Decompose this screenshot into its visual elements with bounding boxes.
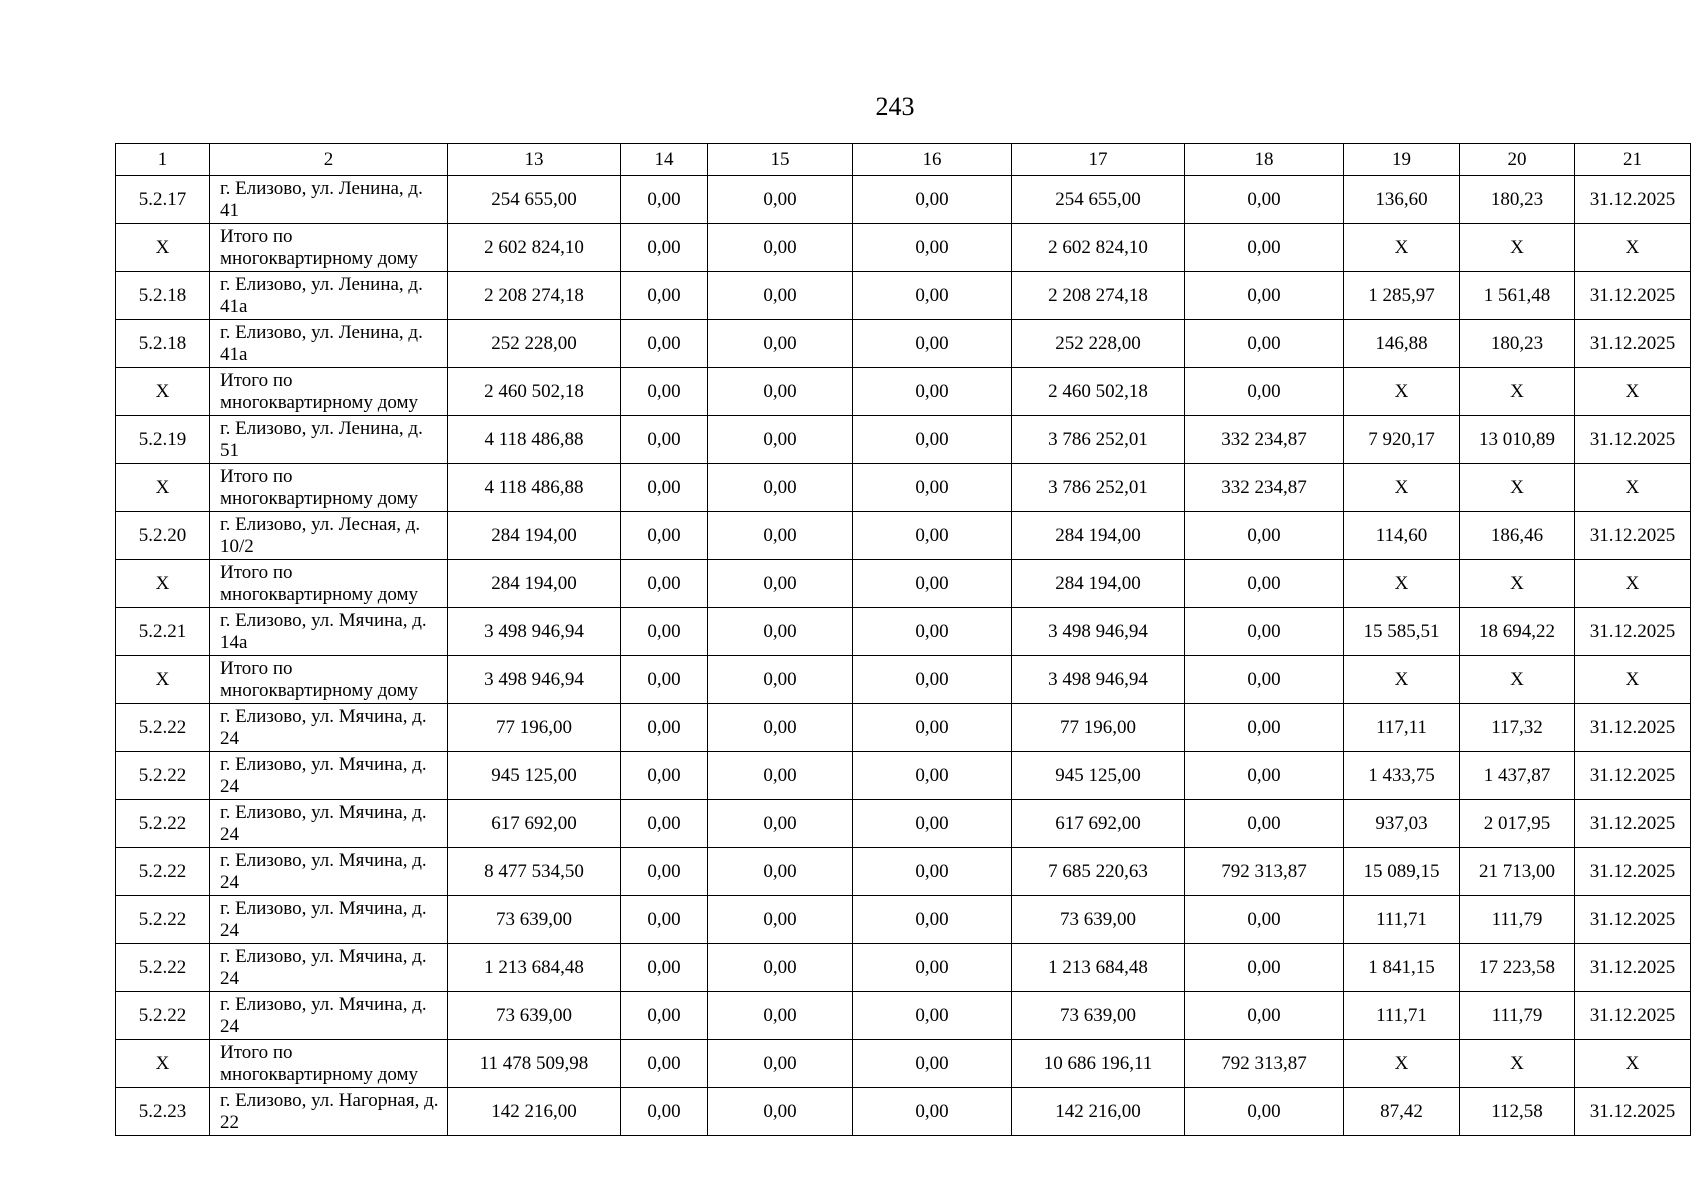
cell-col-address: Итого по многоквартирному дому — [210, 224, 448, 272]
cell-col-20: Х — [1460, 224, 1575, 272]
cell-col-18: 0,00 — [1185, 1088, 1344, 1136]
cell-col-14: 0,00 — [621, 176, 708, 224]
table-row — [116, 512, 1691, 560]
cell-col-num: Х — [116, 656, 210, 704]
cell-col-19: Х — [1344, 368, 1460, 416]
table-row — [116, 800, 1691, 848]
cell-col-15: 0,00 — [708, 944, 853, 992]
cell-col-address: г. Елизово, ул. Ленина, д. 41 — [210, 176, 448, 224]
cell-col-num: 5.2.17 — [116, 176, 210, 224]
cell-col-14: 0,00 — [621, 1088, 708, 1136]
cell-col-address: г. Елизово, ул. Мячина, д. 24 — [210, 848, 448, 896]
cell-col-20: 111,79 — [1460, 896, 1575, 944]
cell-col-num: 5.2.22 — [116, 944, 210, 992]
cell-col-num: Х — [116, 560, 210, 608]
cell-col-16: 0,00 — [853, 944, 1012, 992]
cell-col-14: 0,00 — [621, 320, 708, 368]
table-row — [116, 176, 1691, 224]
cell-col-14: 0,00 — [621, 896, 708, 944]
cell-col-20: 13 010,89 — [1460, 416, 1575, 464]
cell-col-16: 0,00 — [853, 512, 1012, 560]
cell-col-18: 0,00 — [1185, 320, 1344, 368]
table-row — [116, 416, 1691, 464]
cell-col-16: 0,00 — [853, 224, 1012, 272]
header-cell-col-13: 13 — [448, 144, 621, 176]
cell-col-19: 1 433,75 — [1344, 752, 1460, 800]
cell-col-14: 0,00 — [621, 224, 708, 272]
cell-col-16: 0,00 — [853, 896, 1012, 944]
cell-col-15: 0,00 — [708, 464, 853, 512]
cell-col-17: 3 786 252,01 — [1012, 464, 1185, 512]
cell-col-18: 0,00 — [1185, 512, 1344, 560]
cell-col-num: 5.2.22 — [116, 896, 210, 944]
header-cell-col-address: 2 — [210, 144, 448, 176]
cell-col-num: Х — [116, 1040, 210, 1088]
cell-col-17: 284 194,00 — [1012, 560, 1185, 608]
cell-col-13: 4 118 486,88 — [448, 416, 621, 464]
cell-col-19: 111,71 — [1344, 896, 1460, 944]
cell-col-address: г. Елизово, ул. Мячина, д. 24 — [210, 704, 448, 752]
cell-col-17: 7 685 220,63 — [1012, 848, 1185, 896]
cell-col-14: 0,00 — [621, 848, 708, 896]
table-row — [116, 848, 1691, 896]
header-cell-col-21: 21 — [1575, 144, 1691, 176]
cell-col-20: Х — [1460, 656, 1575, 704]
table-row-total — [116, 560, 1691, 608]
cell-col-15: 0,00 — [708, 512, 853, 560]
cell-col-18: 0,00 — [1185, 272, 1344, 320]
table-row — [116, 992, 1691, 1040]
cell-col-13: 11 478 509,98 — [448, 1040, 621, 1088]
cell-col-14: 0,00 — [621, 800, 708, 848]
header-cell-col-20: 20 — [1460, 144, 1575, 176]
cell-col-16: 0,00 — [853, 848, 1012, 896]
cell-col-address: Итого по многоквартирному дому — [210, 560, 448, 608]
cell-col-16: 0,00 — [853, 368, 1012, 416]
cell-col-21: 31.12.2025 — [1575, 272, 1691, 320]
cell-col-16: 0,00 — [853, 416, 1012, 464]
cell-col-17: 10 686 196,11 — [1012, 1040, 1185, 1088]
header-cell-col-num: 1 — [116, 144, 210, 176]
cell-col-21: Х — [1575, 464, 1691, 512]
cell-col-17: 73 639,00 — [1012, 992, 1185, 1040]
header-cell-col-19: 19 — [1344, 144, 1460, 176]
cell-col-13: 1 213 684,48 — [448, 944, 621, 992]
table-row — [116, 704, 1691, 752]
cell-col-16: 0,00 — [853, 608, 1012, 656]
cell-col-19: 146,88 — [1344, 320, 1460, 368]
cell-col-18: 0,00 — [1185, 944, 1344, 992]
cell-col-18: 0,00 — [1185, 704, 1344, 752]
cell-col-17: 284 194,00 — [1012, 512, 1185, 560]
cell-col-20: 180,23 — [1460, 320, 1575, 368]
cell-col-15: 0,00 — [708, 560, 853, 608]
cell-col-18: 792 313,87 — [1185, 1040, 1344, 1088]
cell-col-num: 5.2.22 — [116, 800, 210, 848]
cell-col-13: 3 498 946,94 — [448, 656, 621, 704]
header-cell-col-14: 14 — [621, 144, 708, 176]
cell-col-15: 0,00 — [708, 608, 853, 656]
cell-col-19: 7 920,17 — [1344, 416, 1460, 464]
cell-col-18: 0,00 — [1185, 896, 1344, 944]
cell-col-19: Х — [1344, 560, 1460, 608]
cell-col-address: г. Елизово, ул. Ленина, д. 51 — [210, 416, 448, 464]
cell-col-19: Х — [1344, 464, 1460, 512]
cell-col-14: 0,00 — [621, 992, 708, 1040]
cell-col-15: 0,00 — [708, 800, 853, 848]
cell-col-num: 5.2.20 — [116, 512, 210, 560]
cell-col-20: 17 223,58 — [1460, 944, 1575, 992]
cell-col-num: Х — [116, 224, 210, 272]
cell-col-address: г. Елизово, ул. Мячина, д. 24 — [210, 800, 448, 848]
data-table — [115, 143, 1691, 1136]
cell-col-num: 5.2.22 — [116, 704, 210, 752]
cell-col-20: 21 713,00 — [1460, 848, 1575, 896]
cell-col-15: 0,00 — [708, 224, 853, 272]
cell-col-num: 5.2.21 — [116, 608, 210, 656]
cell-col-16: 0,00 — [853, 752, 1012, 800]
cell-col-13: 73 639,00 — [448, 896, 621, 944]
table-row-total — [116, 368, 1691, 416]
table-row — [116, 944, 1691, 992]
cell-col-17: 3 786 252,01 — [1012, 416, 1185, 464]
cell-col-num: 5.2.22 — [116, 992, 210, 1040]
table-row — [116, 272, 1691, 320]
cell-col-15: 0,00 — [708, 176, 853, 224]
cell-col-15: 0,00 — [708, 1040, 853, 1088]
cell-col-address: г. Елизово, ул. Мячина, д. 24 — [210, 944, 448, 992]
cell-col-num: 5.2.22 — [116, 752, 210, 800]
cell-col-16: 0,00 — [853, 1040, 1012, 1088]
cell-col-address: г. Елизово, ул. Ленина, д. 41а — [210, 272, 448, 320]
cell-col-18: 332 234,87 — [1185, 464, 1344, 512]
table-row-total — [116, 656, 1691, 704]
cell-col-14: 0,00 — [621, 704, 708, 752]
cell-col-13: 73 639,00 — [448, 992, 621, 1040]
cell-col-14: 0,00 — [621, 608, 708, 656]
cell-col-15: 0,00 — [708, 368, 853, 416]
cell-col-18: 0,00 — [1185, 608, 1344, 656]
cell-col-15: 0,00 — [708, 896, 853, 944]
cell-col-15: 0,00 — [708, 992, 853, 1040]
cell-col-address: Итого по многоквартирному дому — [210, 656, 448, 704]
cell-col-19: Х — [1344, 1040, 1460, 1088]
cell-col-13: 77 196,00 — [448, 704, 621, 752]
cell-col-16: 0,00 — [853, 272, 1012, 320]
cell-col-16: 0,00 — [853, 704, 1012, 752]
cell-col-17: 1 213 684,48 — [1012, 944, 1185, 992]
header-cell-col-18: 18 — [1185, 144, 1344, 176]
cell-col-13: 2 602 824,10 — [448, 224, 621, 272]
cell-col-14: 0,00 — [621, 752, 708, 800]
cell-col-13: 3 498 946,94 — [448, 608, 621, 656]
cell-col-20: 180,23 — [1460, 176, 1575, 224]
cell-col-15: 0,00 — [708, 1088, 853, 1136]
cell-col-21: 31.12.2025 — [1575, 800, 1691, 848]
cell-col-18: 0,00 — [1185, 656, 1344, 704]
cell-col-21: Х — [1575, 560, 1691, 608]
cell-col-19: 15 089,15 — [1344, 848, 1460, 896]
cell-col-14: 0,00 — [621, 656, 708, 704]
cell-col-num: Х — [116, 368, 210, 416]
cell-col-19: 117,11 — [1344, 704, 1460, 752]
cell-col-15: 0,00 — [708, 848, 853, 896]
cell-col-20: Х — [1460, 1040, 1575, 1088]
cell-col-num: 5.2.22 — [116, 848, 210, 896]
cell-col-19: 87,42 — [1344, 1088, 1460, 1136]
cell-col-21: Х — [1575, 1040, 1691, 1088]
cell-col-num: 5.2.18 — [116, 320, 210, 368]
cell-col-13: 284 194,00 — [448, 560, 621, 608]
cell-col-20: Х — [1460, 560, 1575, 608]
cell-col-address: г. Елизово, ул. Ленина, д. 41а — [210, 320, 448, 368]
cell-col-21: 31.12.2025 — [1575, 320, 1691, 368]
cell-col-21: Х — [1575, 656, 1691, 704]
cell-col-13: 2 208 274,18 — [448, 272, 621, 320]
cell-col-21: 31.12.2025 — [1575, 512, 1691, 560]
cell-col-13: 945 125,00 — [448, 752, 621, 800]
cell-col-14: 0,00 — [621, 560, 708, 608]
cell-col-21: Х — [1575, 224, 1691, 272]
cell-col-15: 0,00 — [708, 656, 853, 704]
cell-col-13: 2 460 502,18 — [448, 368, 621, 416]
table-body — [116, 144, 1691, 1136]
header-cell-col-17: 17 — [1012, 144, 1185, 176]
cell-col-19: 111,71 — [1344, 992, 1460, 1040]
cell-col-19: 1 841,15 — [1344, 944, 1460, 992]
cell-col-21: 31.12.2025 — [1575, 176, 1691, 224]
cell-col-15: 0,00 — [708, 704, 853, 752]
cell-col-16: 0,00 — [853, 464, 1012, 512]
cell-col-address: Итого по многоквартирному дому — [210, 464, 448, 512]
cell-col-18: 0,00 — [1185, 368, 1344, 416]
cell-col-16: 0,00 — [853, 560, 1012, 608]
cell-col-13: 254 655,00 — [448, 176, 621, 224]
cell-col-21: 31.12.2025 — [1575, 944, 1691, 992]
cell-col-20: 2 017,95 — [1460, 800, 1575, 848]
page-number: 243 — [875, 92, 915, 121]
cell-col-19: Х — [1344, 656, 1460, 704]
table-row-total — [116, 464, 1691, 512]
cell-col-13: 252 228,00 — [448, 320, 621, 368]
cell-col-13: 142 216,00 — [448, 1088, 621, 1136]
cell-col-14: 0,00 — [621, 944, 708, 992]
cell-col-17: 77 196,00 — [1012, 704, 1185, 752]
cell-col-14: 0,00 — [621, 464, 708, 512]
cell-col-18: 0,00 — [1185, 800, 1344, 848]
cell-col-18: 0,00 — [1185, 224, 1344, 272]
cell-col-address: Итого по многоквартирному дому — [210, 1040, 448, 1088]
cell-col-17: 254 655,00 — [1012, 176, 1185, 224]
cell-col-20: Х — [1460, 368, 1575, 416]
cell-col-16: 0,00 — [853, 800, 1012, 848]
cell-col-20: 112,58 — [1460, 1088, 1575, 1136]
header-cell-col-16: 16 — [853, 144, 1012, 176]
cell-col-17: 617 692,00 — [1012, 800, 1185, 848]
cell-col-17: 2 602 824,10 — [1012, 224, 1185, 272]
cell-col-13: 617 692,00 — [448, 800, 621, 848]
table-row-total — [116, 224, 1691, 272]
cell-col-13: 4 118 486,88 — [448, 464, 621, 512]
cell-col-20: 111,79 — [1460, 992, 1575, 1040]
cell-col-17: 142 216,00 — [1012, 1088, 1185, 1136]
cell-col-address: г. Елизово, ул. Мячина, д. 24 — [210, 896, 448, 944]
cell-col-num: 5.2.23 — [116, 1088, 210, 1136]
cell-col-19: 136,60 — [1344, 176, 1460, 224]
cell-col-14: 0,00 — [621, 512, 708, 560]
cell-col-19: 1 285,97 — [1344, 272, 1460, 320]
cell-col-19: 15 585,51 — [1344, 608, 1460, 656]
cell-col-15: 0,00 — [708, 752, 853, 800]
cell-col-21: 31.12.2025 — [1575, 992, 1691, 1040]
cell-col-address: г. Елизово, ул. Лесная, д. 10/2 — [210, 512, 448, 560]
cell-col-19: 114,60 — [1344, 512, 1460, 560]
cell-col-21: 31.12.2025 — [1575, 704, 1691, 752]
cell-col-18: 792 313,87 — [1185, 848, 1344, 896]
cell-col-20: 1 561,48 — [1460, 272, 1575, 320]
cell-col-13: 284 194,00 — [448, 512, 621, 560]
cell-col-17: 945 125,00 — [1012, 752, 1185, 800]
cell-col-21: 31.12.2025 — [1575, 1088, 1691, 1136]
cell-col-17: 73 639,00 — [1012, 896, 1185, 944]
cell-col-15: 0,00 — [708, 416, 853, 464]
cell-col-18: 332 234,87 — [1185, 416, 1344, 464]
cell-col-address: г. Елизово, ул. Мячина, д. 24 — [210, 992, 448, 1040]
cell-col-21: 31.12.2025 — [1575, 752, 1691, 800]
cell-col-16: 0,00 — [853, 1088, 1012, 1136]
cell-col-num: Х — [116, 464, 210, 512]
table-row-total — [116, 1040, 1691, 1088]
cell-col-address: Итого по многоквартирному дому — [210, 368, 448, 416]
cell-col-19: Х — [1344, 224, 1460, 272]
cell-col-14: 0,00 — [621, 416, 708, 464]
cell-col-21: 31.12.2025 — [1575, 416, 1691, 464]
cell-col-17: 3 498 946,94 — [1012, 608, 1185, 656]
cell-col-21: 31.12.2025 — [1575, 608, 1691, 656]
cell-col-21: 31.12.2025 — [1575, 848, 1691, 896]
cell-col-address: г. Елизово, ул. Мячина, д. 24 — [210, 752, 448, 800]
cell-col-14: 0,00 — [621, 368, 708, 416]
cell-col-16: 0,00 — [853, 320, 1012, 368]
cell-col-16: 0,00 — [853, 176, 1012, 224]
cell-col-17: 2 208 274,18 — [1012, 272, 1185, 320]
cell-col-17: 2 460 502,18 — [1012, 368, 1185, 416]
table-row — [116, 608, 1691, 656]
cell-col-20: 186,46 — [1460, 512, 1575, 560]
cell-col-16: 0,00 — [853, 992, 1012, 1040]
table-row — [116, 1088, 1691, 1136]
cell-col-14: 0,00 — [621, 272, 708, 320]
cell-col-21: 31.12.2025 — [1575, 896, 1691, 944]
cell-col-13: 8 477 534,50 — [448, 848, 621, 896]
cell-col-17: 3 498 946,94 — [1012, 656, 1185, 704]
cell-col-14: 0,00 — [621, 1040, 708, 1088]
cell-col-21: Х — [1575, 368, 1691, 416]
cell-col-19: 937,03 — [1344, 800, 1460, 848]
cell-col-address: г. Елизово, ул. Нагорная, д. 22 — [210, 1088, 448, 1136]
cell-col-18: 0,00 — [1185, 992, 1344, 1040]
cell-col-20: Х — [1460, 464, 1575, 512]
cell-col-18: 0,00 — [1185, 176, 1344, 224]
table-row — [116, 896, 1691, 944]
cell-col-num: 5.2.19 — [116, 416, 210, 464]
cell-col-15: 0,00 — [708, 320, 853, 368]
cell-col-18: 0,00 — [1185, 752, 1344, 800]
cell-col-15: 0,00 — [708, 272, 853, 320]
table-row — [116, 752, 1691, 800]
header-row — [116, 144, 1691, 176]
cell-col-num: 5.2.18 — [116, 272, 210, 320]
cell-col-address: г. Елизово, ул. Мячина, д. 14а — [210, 608, 448, 656]
cell-col-16: 0,00 — [853, 656, 1012, 704]
cell-col-20: 117,32 — [1460, 704, 1575, 752]
header-cell-col-15: 15 — [708, 144, 853, 176]
cell-col-18: 0,00 — [1185, 560, 1344, 608]
cell-col-20: 1 437,87 — [1460, 752, 1575, 800]
cell-col-17: 252 228,00 — [1012, 320, 1185, 368]
table-row — [116, 320, 1691, 368]
cell-col-20: 18 694,22 — [1460, 608, 1575, 656]
